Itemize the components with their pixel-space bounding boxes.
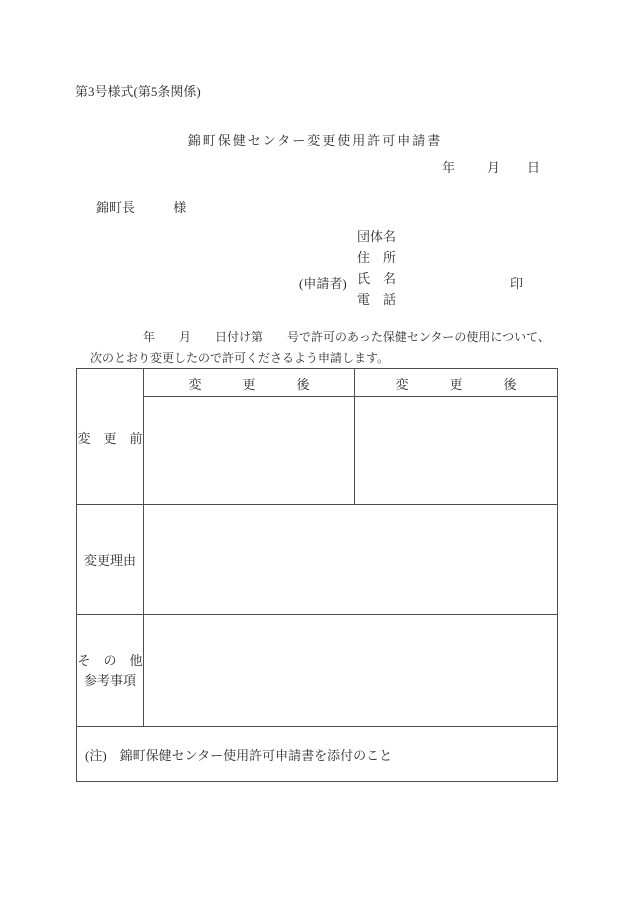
seal-mark: 印 — [510, 276, 524, 291]
change-reason-blank-cell — [144, 505, 557, 614]
date-month-label: 月 — [487, 160, 501, 175]
applicant-address-label: 住 所 — [357, 250, 397, 265]
application-text-line1: 年 月 日付け第 号で許可のあった保健センターの使用について、 — [143, 330, 550, 344]
table-note-row — [77, 727, 557, 781]
applicant-prefix: (申請者) — [299, 276, 347, 291]
date-year-label: 年 — [442, 160, 456, 175]
applicant-org-label: 団体名 — [357, 229, 397, 244]
applicant-name-label: 氏 名 — [357, 271, 397, 286]
document-title: 錦町保健センター変更使用許可申請書 — [187, 133, 443, 148]
row-label-other-reference — [77, 615, 143, 726]
date-line — [442, 157, 540, 176]
application-text-line2: 次のとおり変更したので許可くださるよう申請します。 — [90, 351, 390, 365]
other-reference-blank-cell — [144, 615, 557, 726]
form-number: 第3号様式(第5条関係) — [75, 84, 201, 99]
applicant-block — [357, 226, 396, 310]
addressee-honorific: 様 — [173, 200, 187, 215]
column-header-after-change-left: 変 更 後 — [188, 377, 324, 392]
before-change-left-blank-cell — [144, 397, 354, 504]
row-label-change-reason: 変更理由 — [83, 553, 136, 568]
before-change-right-blank-cell — [355, 397, 557, 504]
row-label-other-line1: そ の 他 — [77, 652, 143, 668]
note-text: (注) 錦町保健センター使用許可申請書を添付のこと — [85, 747, 393, 763]
row-label-before-change: 変 更 前 — [77, 430, 143, 446]
row-label-other-line2: 参考事項 — [83, 672, 136, 688]
date-day-label: 日 — [527, 160, 541, 175]
addressee-name: 錦町長 — [96, 200, 136, 215]
applicant-phone-label: 電 話 — [357, 292, 397, 307]
change-details-table — [76, 368, 558, 782]
column-header-after-change-right: 変 更 後 — [395, 377, 531, 392]
addressee-line — [96, 197, 186, 216]
